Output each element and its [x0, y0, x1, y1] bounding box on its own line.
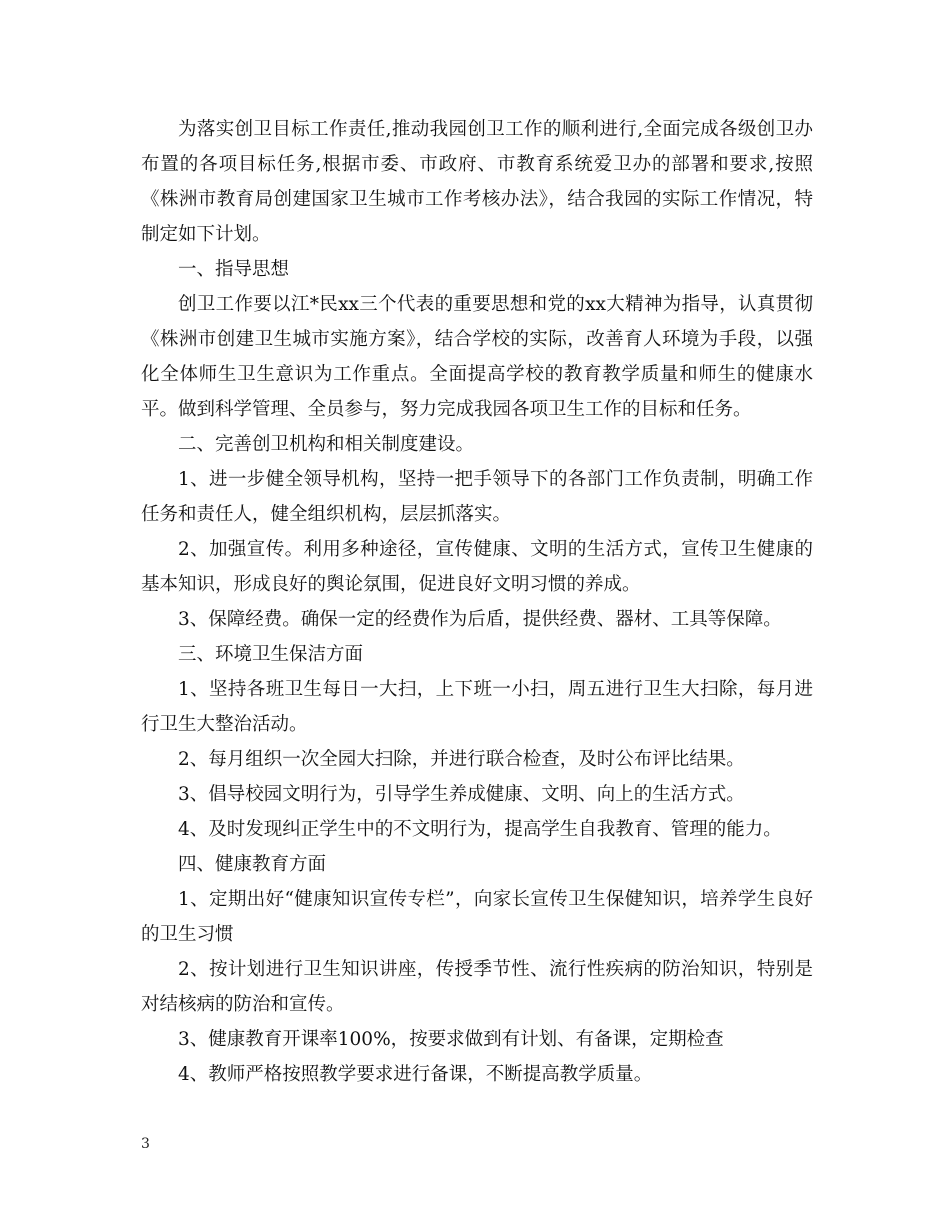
heading-guiding-thought: 一、指导思想 [178, 259, 290, 280]
paragraph-environment-2: 2、每月组织一次全园大扫除，并进行联合检查，及时公布评比结果。 [178, 749, 745, 770]
heading-organization: 二、完善创卫机构和相关制度建设。 [178, 434, 475, 455]
paragraph-guiding-thought: 创卫工作要以江*民xx三个代表的重要思想和党的xx大精神为指导，认真贯彻《株洲市创建卫生城市实施方案》，结合学校的实际，改善育人环境为手段，以强化全体师生卫生意识为工作重点。全面提高学校的教育教学质量和师生的健康水平。做到科学管理、全员参与，努力完成我园各项卫生工作的目标和任务。 [141, 294, 813, 420]
paragraph-health-education-4: 4、教师严格按照教学要求进行备课，不断提高教学质量。 [178, 1064, 653, 1085]
paragraph-organization-2: 2、加强宣传。利用多种途径，宣传健康、文明的生活方式，宣传卫生健康的基本知识，形成良好的舆论氛围，促进良好文明习惯的养成。 [141, 539, 813, 595]
paragraph-health-education-1: 1、定期出好“健康知识宣传专栏”，向家长宣传卫生保健知识，培养学生良好的卫生习惯 [141, 889, 813, 945]
paragraph-organization-1: 1、进一步健全领导机构，坚持一把手领导下的各部门工作负责制，明确工作任务和责任人，健全组织机构，层层抓落实。 [141, 469, 813, 525]
paragraph-environment-3: 3、倡导校园文明行为，引导学生养成健康、文明、向上的生活方式。 [178, 784, 745, 805]
heading-environment: 三、环境卫生保洁方面 [178, 644, 364, 665]
page-number: 3 [141, 1136, 150, 1152]
paragraph-environment-1: 1、坚持各班卫生每日一大扫，上下班一小扫，周五进行卫生大扫除，每月进行卫生大整治活动。 [141, 679, 813, 735]
paragraph-health-education-2: 2、按计划进行卫生知识讲座，传授季节性、流行性疾病的防治知识，特别是对结核病的防治和宣传。 [141, 959, 813, 1015]
paragraph-health-education-3: 3、健康教育开课率100%，按要求做到有计划、有备课，定期检查 [178, 1029, 724, 1050]
paragraph-environment-4: 4、及时发现纠正学生中的不文明行为，提高学生自我教育、管理的能力。 [178, 819, 782, 840]
paragraph-organization-3: 3、保障经费。确保一定的经费作为后盾，提供经费、器材、工具等保障。 [178, 609, 782, 630]
heading-health-education: 四、健康教育方面 [178, 854, 327, 875]
document-body [141, 112, 813, 1092]
paragraph-intro: 为落实创卫目标工作责任,推动我园创卫工作的顺利进行,全面完成各级创卫办布置的各项目标任务,根据市委、市政府、市教育系统爱卫办的部署和要求,按照《株洲市教育局创建国家卫生城市工作考核办法》，结合我园的实际工作情况，特制定如下计划。 [141, 119, 813, 245]
